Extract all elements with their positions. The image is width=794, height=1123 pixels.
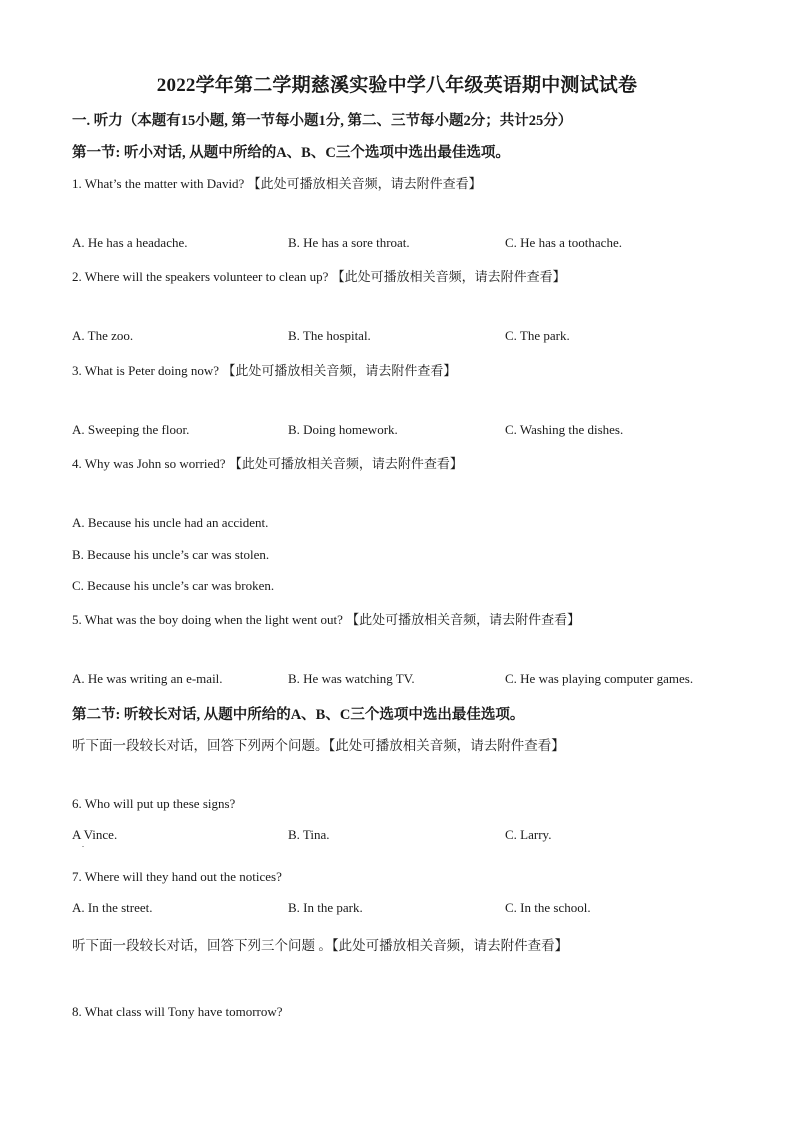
q3-option-a: A. Sweeping the floor. bbox=[72, 422, 190, 437]
question-2-stem: 2. Where will the speakers volunteer to clean up? bbox=[72, 269, 329, 284]
q4-option-a: A. Because his uncle had an accident. bbox=[72, 515, 269, 530]
q6-option-b: B. Tina. bbox=[288, 827, 330, 842]
stray-dot: . bbox=[82, 840, 84, 849]
q5-option-b: B. He was watching TV. bbox=[288, 671, 415, 686]
q7-option-a: A. In the street. bbox=[72, 900, 153, 915]
question-3 bbox=[72, 360, 456, 379]
question-2 bbox=[72, 266, 566, 285]
section2-header: 第二节: 听较长对话, 从题中所给的A、B、C三个选项中选出最佳选项。 bbox=[72, 707, 525, 723]
q2-option-c: C. The park. bbox=[505, 328, 570, 343]
part1-header: 一. 听力（本题有15小题, 第一节每小题1分, 第二、三节每小题2分；共计25分） bbox=[72, 113, 573, 129]
q3-option-c: C. Washing the dishes. bbox=[505, 422, 624, 437]
question-5 bbox=[72, 609, 580, 628]
q5-option-a: A. He was writing an e-mail. bbox=[72, 671, 223, 686]
audio-note: 【此处可播放相关音频，请去附件查看】 bbox=[346, 612, 581, 627]
exam-title: 2022学年第二学期慈溪实验中学八年级英语期中测试试卷 bbox=[156, 75, 638, 96]
audio-note: 【此处可播放相关音频，请去附件查看】 bbox=[228, 456, 463, 471]
q6-option-a: A Vince. bbox=[72, 827, 118, 842]
q2-option-b: B. The hospital. bbox=[288, 328, 371, 343]
q4-option-c: C. Because his uncle’s car was broken. bbox=[72, 578, 275, 593]
instruction-two-questions: 听下面一段较长对话，回答下列两个问题。【此处可播放相关音频，请去附件查看】 bbox=[72, 738, 565, 753]
question-6-stem: 6. Who will put up these signs? bbox=[72, 796, 236, 811]
q7-option-b: B. In the park. bbox=[288, 900, 363, 915]
q7-option-c: C. In the school. bbox=[505, 900, 591, 915]
instruction-three-questions: 听下面一段较长对话，回答下列三个问题 。【此处可播放相关音频，请去附件查看】 bbox=[72, 938, 569, 953]
q6-option-c: C. Larry. bbox=[505, 827, 552, 842]
audio-note: 【此处可播放相关音频，请去附件查看】 bbox=[331, 269, 566, 284]
question-8-stem: 8. What class will Tony have tomorrow? bbox=[72, 1004, 283, 1019]
q1-option-a: A. He has a headache. bbox=[72, 235, 188, 250]
question-1 bbox=[72, 173, 482, 192]
question-5-stem: 5. What was the boy doing when the light went out? bbox=[72, 612, 343, 627]
question-4 bbox=[72, 453, 463, 472]
audio-note: 【此处可播放相关音频，请去附件查看】 bbox=[222, 363, 457, 378]
q4-option-b: B. Because his uncle’s car was stolen. bbox=[72, 547, 270, 562]
audio-note: 【此处可播放相关音频，请去附件查看】 bbox=[247, 176, 482, 191]
q3-option-b: B. Doing homework. bbox=[288, 422, 398, 437]
question-3-stem: 3. What is Peter doing now? bbox=[72, 363, 220, 378]
question-4-stem: 4. Why was John so worried? bbox=[72, 456, 226, 471]
section1-header: 第一节: 听小对话, 从题中所给的A、B、C三个选项中选出最佳选项。 bbox=[72, 145, 510, 161]
q5-option-c: C. He was playing computer games. bbox=[505, 671, 694, 686]
q2-option-a: A. The zoo. bbox=[72, 328, 134, 343]
question-7-stem: 7. Where will they hand out the notices? bbox=[72, 869, 282, 884]
question-1-stem: 1. What’s the matter with David? bbox=[72, 176, 245, 191]
q1-option-b: B. He has a sore throat. bbox=[288, 235, 410, 250]
q1-option-c: C. He has a toothache. bbox=[505, 235, 622, 250]
